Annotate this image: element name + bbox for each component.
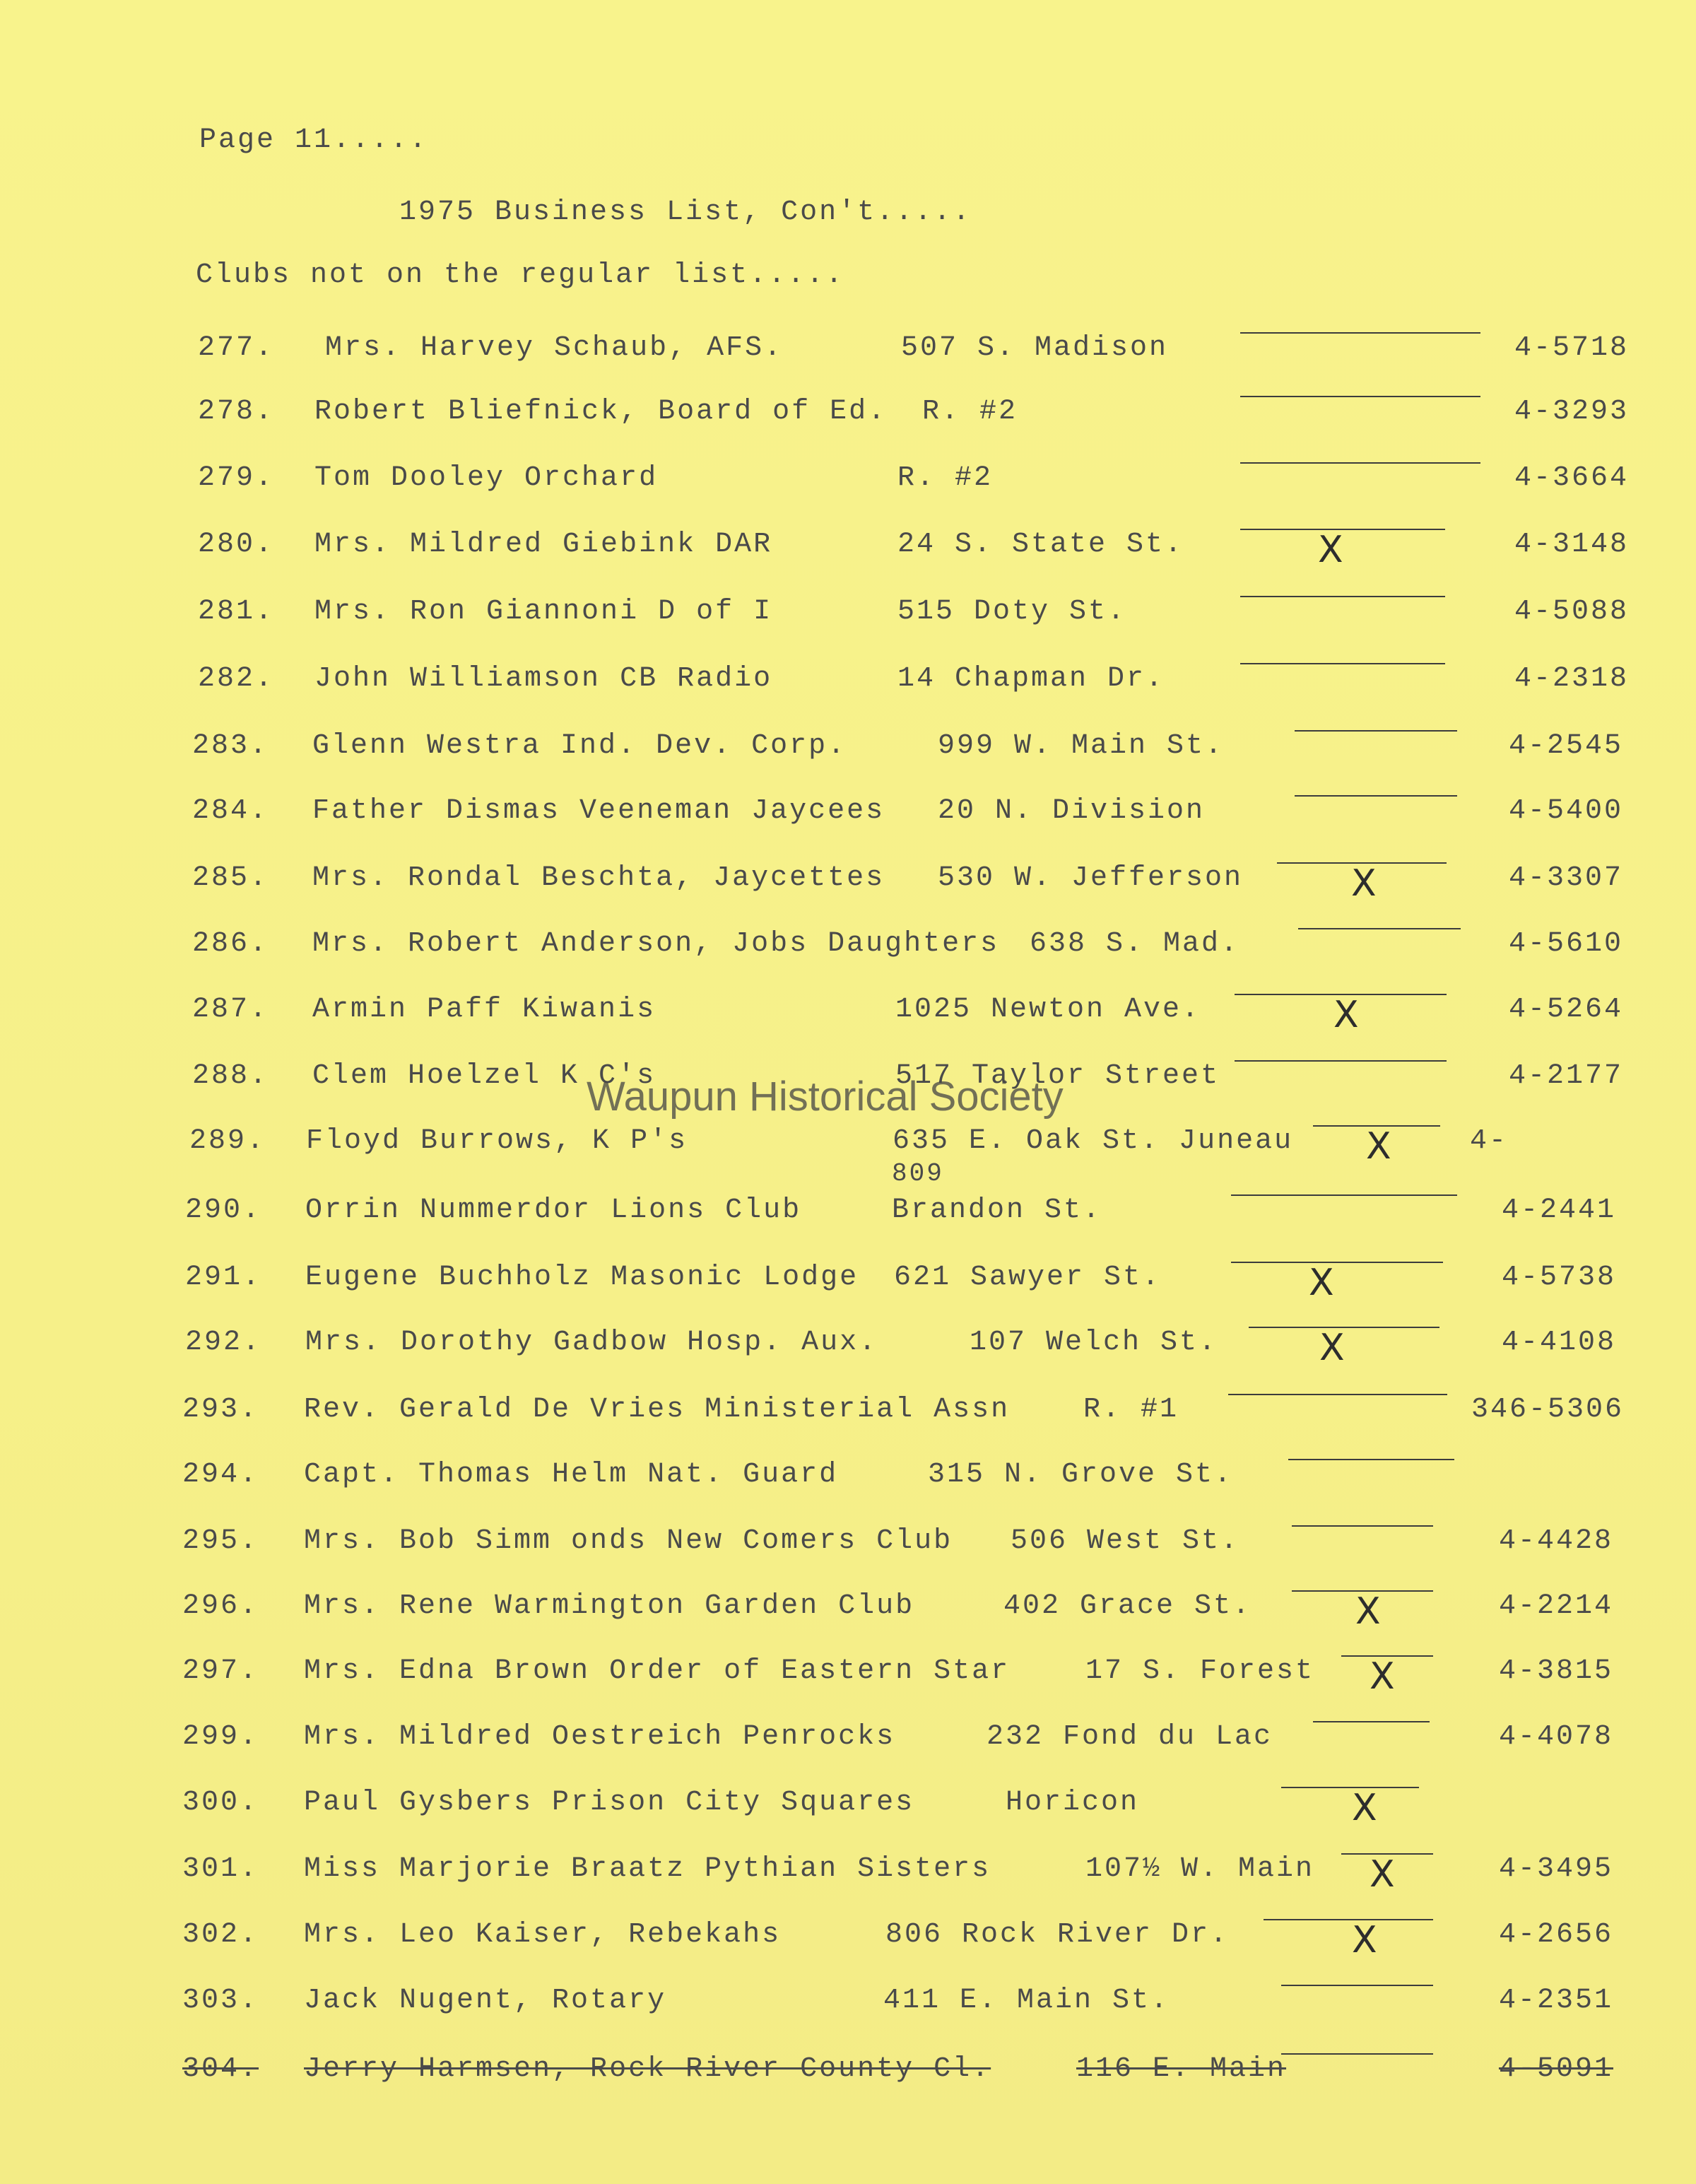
item-name: Mrs. Rene Warmington Garden Club [304, 1590, 915, 1622]
item-number: 278. [198, 396, 275, 428]
item-phone: 4-5610 [1508, 928, 1623, 960]
item-number: 282. [198, 663, 275, 695]
item-phone: 4-2656 [1498, 1919, 1613, 1951]
item-number: 287. [192, 994, 269, 1026]
item-phone: 4-2214 [1498, 1590, 1613, 1622]
item-number: 296. [182, 1590, 259, 1622]
item-name: Mrs. Bob Simm onds New Comers Club [304, 1525, 953, 1557]
item-address: R. #1 [1083, 1394, 1179, 1426]
list-item [198, 663, 1639, 705]
item-number: 283. [192, 730, 269, 762]
check-blank [1240, 332, 1480, 334]
item-name: Glenn Westra Ind. Dev. Corp. [312, 730, 847, 762]
item-address: 116 E. Main [1076, 2053, 1287, 2085]
list-item [192, 862, 1634, 905]
item-number: 300. [182, 1787, 259, 1819]
item-phone: 4-5088 [1514, 596, 1629, 628]
item-address: R. #2 [897, 462, 994, 494]
item-number: 303. [182, 1985, 259, 2016]
list-item [192, 795, 1634, 838]
check-mark: X [1318, 529, 1343, 571]
item-phone: 4-5264 [1508, 994, 1623, 1026]
check-mark: X [1352, 1919, 1377, 1961]
item-name: Armin Paff Kiwanis [312, 994, 656, 1026]
item-phone: 4-2545 [1508, 730, 1623, 762]
check-blank [1235, 1060, 1447, 1062]
list-item [198, 332, 1639, 375]
item-number: 299. [182, 1721, 259, 1753]
item-number: 286. [192, 928, 269, 960]
item-number: 304. [182, 2053, 259, 2085]
item-name: Tom Dooley Orchard [314, 462, 659, 494]
item-name: Jerry Harmsen, Rock River County Cl. [304, 2053, 991, 2085]
item-name: Mrs. Mildred Giebink DAR [314, 529, 773, 560]
section-subtitle: Clubs not on the regular list..... [196, 259, 845, 291]
check-blank [1295, 730, 1457, 732]
item-name: Orrin Nummerdor Lions Club [305, 1194, 802, 1226]
item-name: Eugene Buchholz Masonic Lodge [305, 1262, 859, 1293]
item-address: 515 Doty St. [897, 596, 1127, 628]
list-item [185, 1327, 1627, 1369]
item-number: 284. [192, 795, 269, 827]
item-name: Rev. Gerald De Vries Ministerial Assn [304, 1394, 1011, 1426]
check-blank [1240, 596, 1445, 597]
item-number: 279. [198, 462, 275, 494]
list-item [185, 1262, 1627, 1304]
check-blank [1288, 1459, 1454, 1460]
list-item-struck [182, 2053, 1624, 2096]
item-address: 14 Chapman Dr. [897, 663, 1165, 695]
item-phone: 4-3293 [1514, 396, 1629, 428]
check-blank [1231, 1262, 1443, 1263]
check-blank [1295, 795, 1457, 797]
item-phone: 4-2318 [1514, 663, 1629, 695]
item-name: Miss Marjorie Braatz Pythian Sisters [304, 1853, 991, 1885]
item-name: John Williamson CB Radio [314, 663, 773, 695]
item-name: Mrs. Leo Kaiser, Rebekahs [304, 1919, 782, 1951]
item-phone: 4-2351 [1498, 1985, 1613, 2016]
list-item [192, 994, 1634, 1036]
handwritten-number: 809 [892, 1159, 944, 1188]
item-name: Mrs. Dorothy Gadbow Hosp. Aux. [305, 1327, 878, 1358]
item-address: 20 N. Division [938, 795, 1206, 827]
item-address: 107½ W. Main [1085, 1853, 1315, 1885]
check-mark: X [1370, 1853, 1395, 1896]
item-number: 285. [192, 862, 269, 894]
item-name: Capt. Thomas Helm Nat. Guard [304, 1459, 839, 1491]
item-name: Jack Nugent, Rotary [304, 1985, 667, 2016]
item-address: Horicon [1006, 1787, 1140, 1819]
list-item [182, 1459, 1624, 1501]
list-item [182, 1787, 1624, 1829]
item-phone: 4-5091 [1498, 2053, 1613, 2085]
check-mark: X [1370, 1655, 1395, 1698]
item-name: Robert Bliefnick, Board of Ed. [314, 396, 888, 428]
list-item [198, 462, 1639, 505]
check-mark: X [1309, 1262, 1334, 1304]
item-name: Mrs. Rondal Beschta, Jaycettes [312, 862, 885, 894]
list-item [182, 1721, 1624, 1763]
item-phone: 4-5738 [1501, 1262, 1616, 1293]
item-name: Mrs. Harvey Schaub, AFS. [325, 332, 784, 364]
item-number: 297. [182, 1655, 259, 1687]
item-name: Mrs. Edna Brown Order of Eastern Star [304, 1655, 1011, 1687]
check-blank [1228, 1394, 1447, 1395]
item-number: 288. [192, 1060, 269, 1092]
item-number: 281. [198, 596, 275, 628]
item-phone: 4-5718 [1514, 332, 1629, 364]
list-item [192, 730, 1634, 773]
item-phone: 346-5306 [1471, 1394, 1624, 1426]
item-number: 289. [189, 1125, 266, 1157]
item-phone: 4-3815 [1498, 1655, 1613, 1687]
list-item [198, 529, 1639, 571]
list-item [182, 1919, 1624, 1961]
item-address: 402 Grace St. [1003, 1590, 1252, 1622]
check-blank [1240, 396, 1480, 397]
item-number: 280. [198, 529, 275, 560]
item-number: 294. [182, 1459, 259, 1491]
item-address: R. #2 [922, 396, 1018, 428]
item-phone: 4- [1470, 1125, 1509, 1157]
item-phone: 4-5400 [1508, 795, 1623, 827]
list-item [185, 1194, 1627, 1237]
list-item [182, 1985, 1624, 2027]
item-phone: 4-4428 [1498, 1525, 1613, 1557]
item-name: Paul Gysbers Prison City Squares [304, 1787, 915, 1819]
item-number: 302. [182, 1919, 259, 1951]
list-item [198, 596, 1639, 638]
list-item [182, 1853, 1624, 1896]
item-phone: 4-2177 [1508, 1060, 1623, 1092]
item-address: 107 Welch St. [970, 1327, 1218, 1358]
check-blank [1292, 1525, 1433, 1527]
item-address: 232 Fond du Lac [987, 1721, 1273, 1753]
check-mark: X [1352, 1787, 1377, 1829]
check-mark: X [1319, 1327, 1345, 1369]
item-name: Mrs. Ron Giannoni D of I [314, 596, 773, 628]
item-address: 806 Rock River Dr. [885, 1919, 1230, 1951]
check-blank [1231, 1194, 1457, 1196]
item-number: 293. [182, 1394, 259, 1426]
watermark: Waupun Historical Society [587, 1074, 1064, 1120]
item-number: 292. [185, 1327, 262, 1358]
item-address: 315 N. Grove St. [928, 1459, 1234, 1491]
list-item [182, 1394, 1624, 1436]
list-item [198, 396, 1639, 438]
item-name: Mrs. Mildred Oestreich Penrocks [304, 1721, 896, 1753]
item-address: 635 E. Oak St. Juneau [893, 1125, 1294, 1157]
item-address: 24 S. State St. [897, 529, 1184, 560]
check-blank [1240, 462, 1480, 464]
page-number: Page 11..... [199, 124, 429, 156]
item-phone: 4-2441 [1501, 1194, 1616, 1226]
item-address: 411 E. Main St. [883, 1985, 1170, 2016]
item-number: 290. [185, 1194, 262, 1226]
item-address: 1025 Newton Ave. [895, 994, 1201, 1026]
item-name: Father Dismas Veeneman Jaycees [312, 795, 885, 827]
check-blank [1298, 928, 1461, 929]
item-number: 277. [198, 332, 275, 364]
item-address: 17 S. Forest [1085, 1655, 1315, 1687]
list-item [182, 1525, 1624, 1568]
item-address: Brandon St. [892, 1194, 1102, 1226]
item-number: 301. [182, 1853, 259, 1885]
check-blank [1281, 1787, 1419, 1788]
check-blank [1313, 1721, 1430, 1722]
item-number: 291. [185, 1262, 262, 1293]
list-item [182, 1655, 1624, 1698]
item-phone: 4-3664 [1514, 462, 1629, 494]
item-address: 506 West St. [1011, 1525, 1240, 1557]
item-address: 638 S. Mad. [1030, 928, 1240, 960]
item-phone: 4-3148 [1514, 529, 1629, 560]
check-blank [1281, 1985, 1433, 1986]
list-item [192, 928, 1634, 970]
item-phone: 4-4108 [1501, 1327, 1616, 1358]
item-name: Floyd Burrows, K P's [306, 1125, 688, 1157]
item-address: 999 W. Main St. [938, 730, 1225, 762]
check-mark: X [1355, 1590, 1381, 1633]
item-number: 295. [182, 1525, 259, 1557]
item-address: 621 Sawyer St. [894, 1262, 1162, 1293]
document-title: 1975 Business List, Con't..... [399, 196, 972, 228]
item-name: Mrs. Robert Anderson, Jobs Daughters [312, 928, 1000, 960]
item-phone: 4-3307 [1508, 862, 1623, 894]
check-mark: X [1366, 1125, 1391, 1168]
item-phone: 4-4078 [1498, 1721, 1613, 1753]
item-address: 507 S. Madison [901, 332, 1169, 364]
check-blank [1240, 663, 1445, 664]
check-mark: X [1333, 994, 1359, 1036]
check-blank [1281, 2053, 1433, 2055]
item-name: Clem Hoelzel K C's [312, 1060, 656, 1092]
check-mark: X [1351, 862, 1377, 905]
item-phone: 4-3495 [1498, 1853, 1613, 1885]
check-blank [1264, 1919, 1433, 1920]
item-address: 517 Taylor Street [895, 1060, 1220, 1092]
list-item [182, 1590, 1624, 1633]
item-address: 530 W. Jefferson [938, 862, 1244, 894]
